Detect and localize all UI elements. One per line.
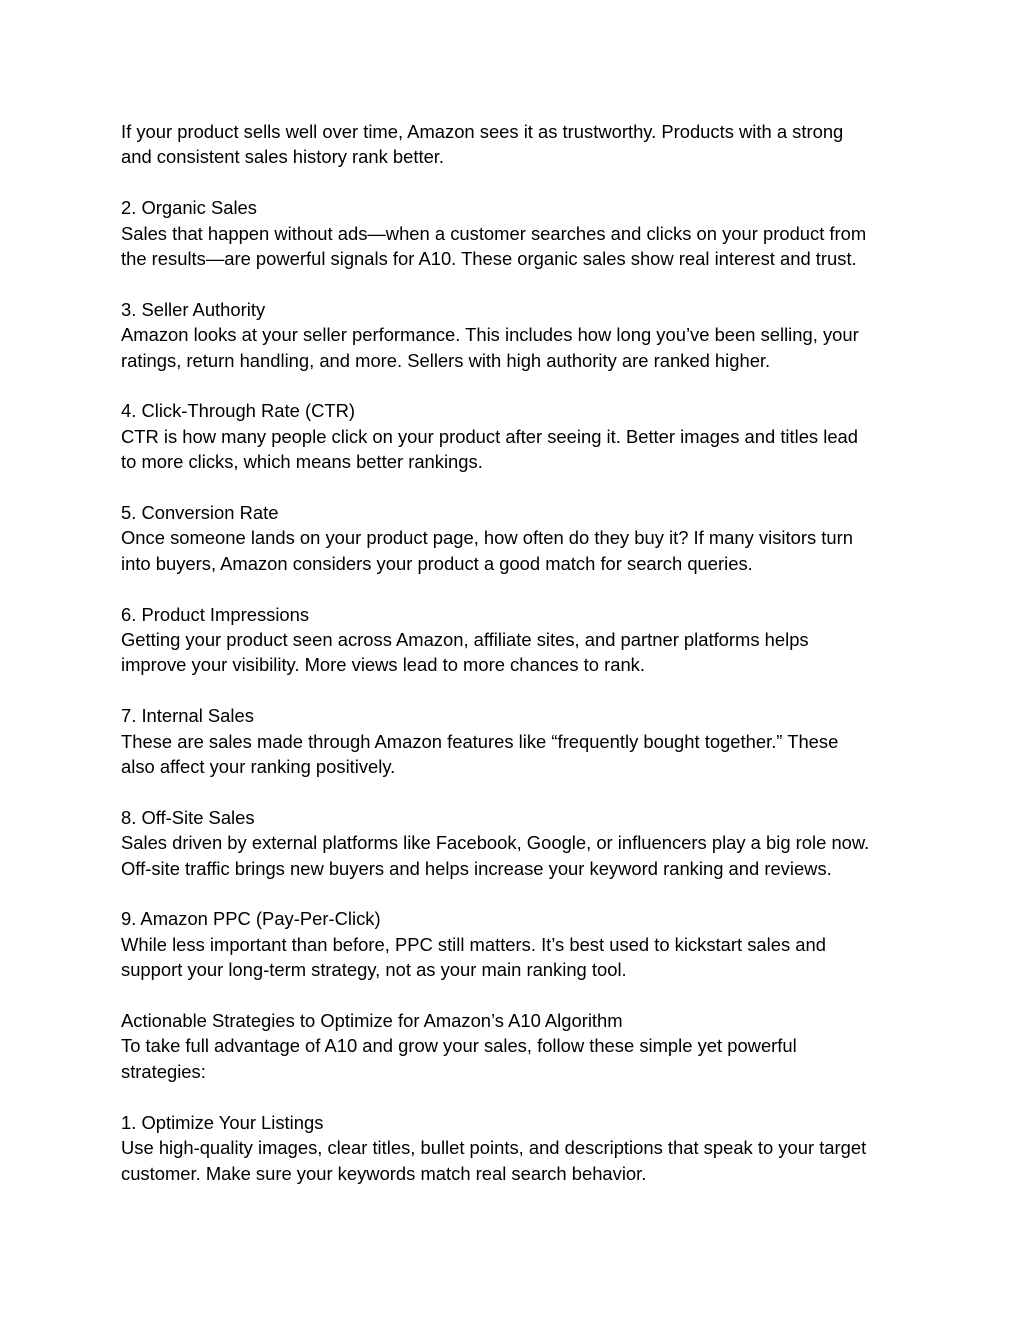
- section-actionable-strategies: [121, 1008, 921, 1084]
- section-amazon-ppc: [121, 906, 921, 982]
- section-heading: 3. Seller Authority: [121, 298, 266, 320]
- body-line: These are sales made through Amazon features like “frequently bought together.” These: [121, 730, 839, 752]
- body-line: Amazon looks at your seller performance. This includes how long you’ve been selling, your: [121, 324, 859, 346]
- body-line: improve your visibility. More views lead to more chances to rank.: [121, 654, 645, 676]
- intro-paragraph: [121, 119, 921, 170]
- body-line: and consistent sales history rank better.: [121, 146, 445, 168]
- body-line: If your product sells well over time, Amazon sees it as trustworthy. Products with a strong: [121, 121, 844, 142]
- section-internal-sales: [121, 703, 921, 779]
- section-organic-sales: [121, 195, 921, 271]
- body-line: Sales that happen without ads—when a customer searches and clicks on your product from: [121, 222, 867, 244]
- section-heading: 7. Internal Sales: [121, 705, 254, 727]
- body-line: strategies:: [121, 1060, 206, 1082]
- section-heading: 4. Click-Through Rate (CTR): [121, 400, 356, 422]
- section-heading: 8. Off-Site Sales: [121, 806, 255, 828]
- body-line: to more clicks, which means better rankings.: [121, 451, 483, 473]
- body-line: the results—are powerful signals for A10. These organic sales show real interest and trust.: [121, 248, 857, 270]
- section-heading: 2. Organic Sales: [121, 197, 257, 219]
- section-heading: 1. Optimize Your Listings: [121, 1111, 324, 1133]
- body-line: Use high-quality images, clear titles, bullet points, and descriptions that speak to your target: [121, 1137, 867, 1159]
- section-product-impressions: [121, 602, 921, 678]
- section-heading: 6. Product Impressions: [121, 603, 310, 625]
- body-line: Off-site traffic brings new buyers and helps increase your keyword ranking and reviews.: [121, 857, 832, 879]
- body-line: CTR is how many people click on your product after seeing it. Better images and titles lead: [121, 425, 859, 447]
- body-line: into buyers, Amazon considers your product a good match for search queries.: [121, 552, 753, 574]
- body-line: support your long-term strategy, not as your main ranking tool.: [121, 959, 627, 981]
- section-seller-authority: [121, 297, 921, 373]
- section-click-through-rate: [121, 398, 921, 474]
- section-conversion-rate: [121, 500, 921, 576]
- body-line: Sales driven by external platforms like Facebook, Google, or influencers play a big role now.: [121, 832, 870, 854]
- body-line: While less important than before, PPC still matters. It’s best used to kickstart sales and: [121, 933, 826, 955]
- body-line: ratings, return handling, and more. Sellers with high authority are ranked higher.: [121, 349, 771, 371]
- section-heading: Actionable Strategies to Optimize for Amazon’s A10 Algorithm: [121, 1010, 623, 1032]
- document-page: [121, 119, 921, 1211]
- body-line: also affect your ranking positively.: [121, 756, 396, 778]
- body-line: Getting your product seen across Amazon, affiliate sites, and partner platforms helps: [121, 629, 809, 651]
- body-line: customer. Make sure your keywords match real search behavior.: [121, 1162, 647, 1184]
- section-heading: 9. Amazon PPC (Pay-Per-Click): [121, 908, 381, 930]
- section-heading: 5. Conversion Rate: [121, 502, 279, 524]
- body-line: Once someone lands on your product page, how often do they buy it? If many visitors turn: [121, 527, 853, 549]
- section-off-site-sales: [121, 805, 921, 881]
- section-optimize-listings: [121, 1110, 921, 1186]
- body-line: To take full advantage of A10 and grow your sales, follow these simple yet powerful: [121, 1035, 797, 1057]
